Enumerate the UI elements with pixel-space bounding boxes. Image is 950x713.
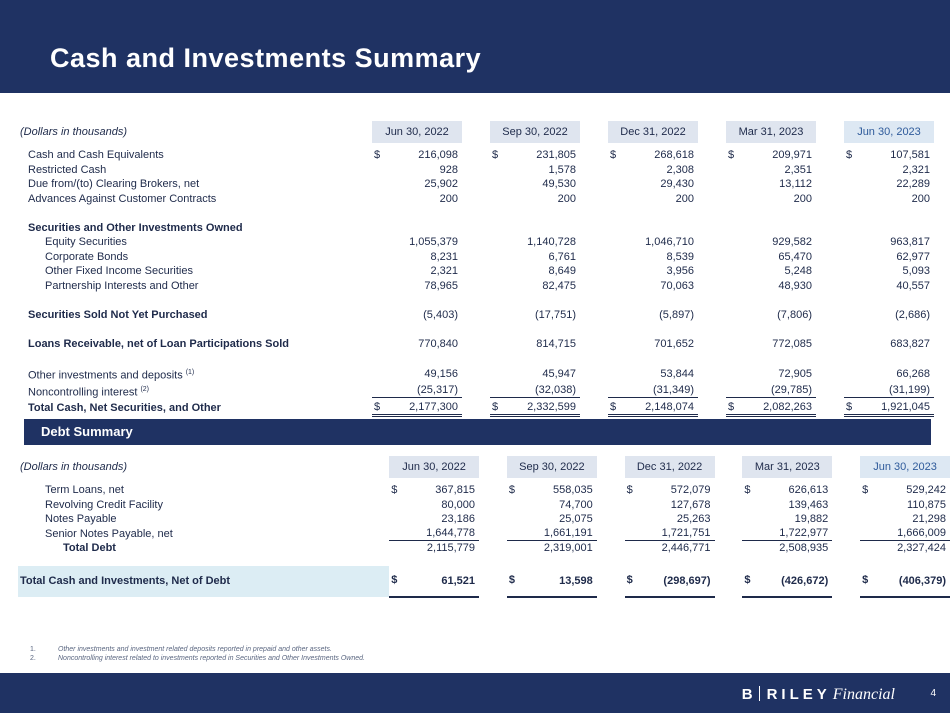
column-header: Mar 31, 2023 [742,456,832,478]
b-riley-financial-logo: B RILEY Financial [741,686,895,703]
value-cell: $ 268,618 [610,149,694,161]
value-cell: 45,947 [542,367,576,380]
value-cell: 5,248 [784,265,812,277]
value-cell: 1,140,728 [527,236,576,248]
value-cell [608,221,698,236]
value-cell: 23,186 [441,513,476,525]
value-cell: 40,557 [896,279,930,292]
value-cell: $ 367,815 [391,484,476,496]
value-cell: $ 209,971 [728,149,812,161]
value-cell: 1,046,710 [645,236,694,248]
page-title: Cash and Investments Summary [50,43,482,73]
column-header: Sep 30, 2022 [490,121,580,143]
value-cell: $ 1,921,045 [844,400,934,418]
value-cell: 3,956 [666,265,694,277]
value-cell: 8,539 [666,250,694,263]
value-cell: 74,700 [559,498,593,511]
value-cell: 1,578 [548,163,576,176]
value-cell: 53,844 [660,367,694,380]
value-cell: $ 626,613 [744,484,829,496]
value-cell: 200 [793,192,812,205]
value-cell: 2,351 [784,163,812,176]
row-label: Total Debt [63,542,116,554]
value-cell: 200 [557,192,576,205]
value-cell: 1,666,009 [860,527,950,542]
debt-summary-table [18,456,950,598]
value-cell: 62,977 [896,250,930,263]
value-cell: 48,930 [778,279,812,292]
table-row [18,308,934,323]
footnote-2: 2. Noncontrolling interest related to investments reported in Securities and Other Investments Owned. [30,655,365,662]
value-cell: (17,751) [535,308,576,321]
value-cell: 200 [675,192,694,205]
value-cell [490,221,580,236]
value-cell: 80,000 [441,498,476,511]
table-row [18,337,934,352]
row-label: Restricted Cash [28,163,107,176]
value-cell: 2,308 [666,163,694,176]
value-cell: 66,268 [896,367,930,380]
row-label: Partnership Interests and Other [45,279,199,292]
value-cell: (31,199) [844,383,934,400]
total-row [18,541,950,556]
value-cell: 929,582 [772,236,812,248]
page-number: 4 [930,688,936,699]
value-cell: 25,263 [676,513,711,525]
title-bar [0,0,950,93]
value-cell: 772,085 [772,337,812,350]
value-cell: $ (298,697) [625,566,715,597]
table-row [18,512,950,527]
table-row [18,235,934,250]
value-cell: $ 13,598 [507,566,597,597]
value-cell [372,221,462,236]
value-cell: 2,327,424 [897,542,946,554]
value-cell: 139,463 [788,498,829,511]
row-label: Cash and Cash Equivalents [28,149,164,161]
value-cell: $ 61,521 [389,566,479,597]
footnote-ref: (1) [185,368,195,376]
value-cell: 1,661,191 [507,527,597,542]
table-row [18,192,934,207]
debt-summary-title: Debt Summary [41,424,133,439]
value-cell: 1,055,379 [409,236,458,248]
value-cell: 70,063 [660,279,694,292]
units-note: (Dollars in thousands) [20,460,127,473]
value-cell: 49,156 [424,367,458,380]
value-cell: (5,897) [659,308,694,321]
column-header: Dec 31, 2022 [608,121,698,143]
value-cell: $ 2,177,300 [372,400,462,418]
value-cell: $ (426,672) [742,566,832,597]
value-cell: 72,905 [778,367,812,380]
row-label: Senior Notes Payable, net [45,527,173,540]
table-row [18,366,934,383]
value-cell: 2,446,771 [661,542,711,554]
value-cell: 22,289 [896,178,930,190]
row-label: Other investments and deposits $^{(1)}$ [28,368,195,382]
value-cell: 683,827 [890,337,930,350]
value-cell: 13,112 [779,178,812,190]
value-cell: $ 572,079 [626,484,711,496]
value-cell: 2,508,935 [779,542,829,554]
value-cell: 200 [911,192,930,205]
column-header: Jun 30, 2023 [860,456,950,478]
value-cell: 25,075 [559,513,593,525]
row-label: Advances Against Customer Contracts [28,192,217,205]
footer-bar [0,673,950,713]
value-cell: 82,475 [542,279,576,292]
debt-summary-band [24,419,931,445]
row-label: Revolving Credit Facility [45,498,163,511]
cash-investments-table [18,121,934,417]
column-header-row [18,121,934,143]
row-label: Corporate Bonds [45,250,129,263]
value-cell: 770,840 [418,337,458,350]
value-cell: $ 2,332,599 [490,400,580,418]
table-row [18,264,934,279]
table-row [18,483,950,498]
value-cell: 2,321 [430,265,458,277]
table-row [18,148,934,163]
row-label: Noncontrolling interest $^{(2)}$ [28,385,150,399]
value-cell: 2,319,001 [543,542,593,554]
value-cell: (25,317) [372,383,462,400]
row-label: Securities and Other Investments Owned [28,221,243,234]
value-cell: 29,430 [660,178,694,190]
footnote-ref: (2) [140,385,150,393]
value-cell [726,221,816,236]
table-row [18,177,934,192]
row-label: Securities Sold Not Yet Purchased [28,308,208,321]
column-header: Jun 30, 2022 [389,456,479,478]
value-cell: (2,686) [895,308,930,321]
row-label: Term Loans, net [45,484,124,496]
value-cell: 1,722,977 [742,527,832,542]
table-row [18,279,934,294]
column-header: Sep 30, 2022 [507,456,597,478]
row-label: Total Cash and Investments, Net of Debt [18,566,389,597]
column-header: Jun 30, 2023 [844,121,934,143]
row-label: Loans Receivable, net of Loan Participations Sold [28,337,289,350]
value-cell: 1,721,751 [625,527,715,542]
row-label: Due from/(to) Clearing Brokers, net [28,178,200,190]
units-note: (Dollars in thousands) [20,125,127,138]
column-header: Jun 30, 2022 [372,121,462,143]
value-cell: 19,882 [794,513,829,525]
table-row [18,163,934,178]
net-of-debt-row [18,566,950,597]
value-cell: 701,652 [654,337,694,350]
value-cell: $ 231,805 [492,149,576,161]
value-cell: 110,875 [907,498,946,511]
value-cell: 65,470 [778,250,812,263]
footnote-1: 1. Other investments and investment related deposits reported in prepaid and other assets. [30,646,332,653]
value-cell: (29,785) [726,383,816,400]
value-cell: $ 558,035 [508,484,593,496]
value-cell: 5,093 [902,265,930,277]
value-cell: $ 2,148,074 [608,400,698,418]
value-cell: (5,403) [423,308,458,321]
value-cell: 127,678 [670,498,711,511]
value-cell: 1,644,778 [389,527,479,542]
total-row [18,400,934,418]
row-label: Other Fixed Income Securities [45,265,193,277]
value-cell: 49,530 [542,178,576,190]
value-cell: 8,649 [548,265,576,277]
section-heading [18,221,934,236]
value-cell: 814,715 [536,337,576,350]
value-cell: $ 216,098 [374,149,458,161]
value-cell: (32,038) [490,383,580,400]
value-cell: 21,298 [912,513,946,525]
value-cell: (31,349) [608,383,698,400]
table-row [18,527,950,542]
value-cell: 2,321 [902,163,930,176]
row-label: Equity Securities [45,236,127,248]
value-cell: $ 529,242 [862,484,946,496]
value-cell: 6,761 [548,250,576,263]
value-cell: 200 [439,192,458,205]
column-header: Mar 31, 2023 [726,121,816,143]
table-row [18,383,934,400]
value-cell: 963,817 [890,236,930,248]
row-label: Notes Payable [45,513,117,525]
value-cell: 78,965 [424,279,458,292]
table-row [18,250,934,265]
column-header: Dec 31, 2022 [625,456,715,478]
row-label: Total Cash, Net Securities, and Other [28,402,221,415]
value-cell: 25,902 [424,178,458,190]
table-row [18,498,950,513]
column-header-row [18,456,950,478]
value-cell: $ 2,082,263 [726,400,816,418]
value-cell: (7,806) [777,308,812,321]
value-cell: 8,231 [430,250,458,263]
value-cell [844,221,934,236]
value-cell: $ 107,581 [846,149,930,161]
value-cell: 2,115,779 [426,542,476,554]
value-cell: 928 [439,163,458,176]
value-cell: $ (406,379) [860,566,950,597]
